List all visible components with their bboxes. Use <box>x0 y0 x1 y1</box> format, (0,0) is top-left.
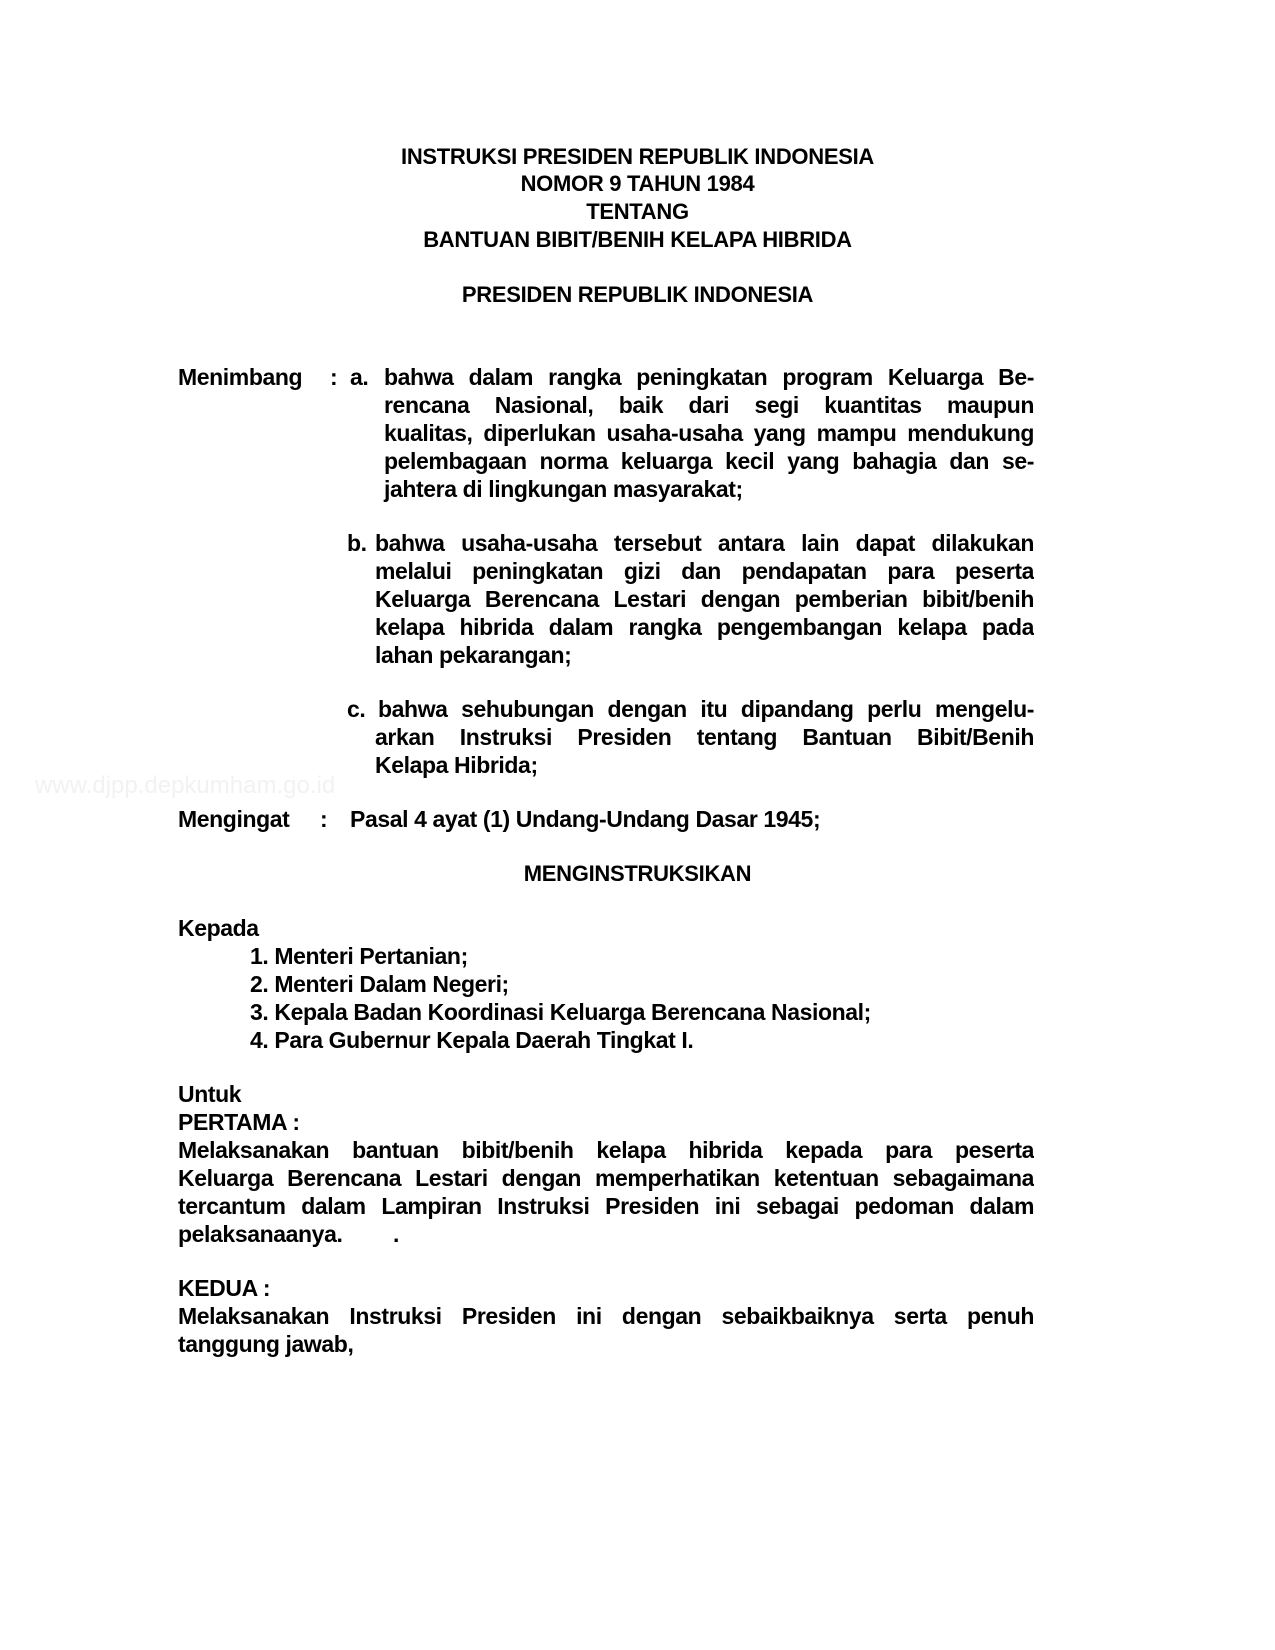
kedua-line: Melaksanakan Instruksi Presiden ini dengan sebaikbaiknya serta penuh <box>178 1303 1034 1329</box>
recipient-item: 1. Menteri Pertanian; <box>250 943 468 969</box>
header-number: NOMOR 9 TAHUN 1984 <box>520 171 755 196</box>
pertama-line: pelaksanaanya. <box>178 1221 343 1247</box>
menimbang-colon: : <box>330 364 338 390</box>
kedua-label: KEDUA : <box>178 1275 271 1301</box>
untuk-label: Untuk <box>178 1081 242 1107</box>
kedua-line: tanggung jawab, <box>178 1331 354 1357</box>
item-line: bahwa dalam rangka peningkatan program Keluarga Be- <box>384 364 1034 390</box>
header-tentang: TENTANG <box>586 199 689 224</box>
header-subject: BANTUAN BIBIT/BENIH KELAPA HIBRIDA <box>423 227 852 252</box>
instruction-heading: MENGINSTRUKSIKAN <box>523 861 752 886</box>
pertama-label: PERTAMA : <box>178 1109 300 1135</box>
kepada-label: Kepada <box>178 915 259 941</box>
mengingat-text: Pasal 4 ayat (1) Undang-Undang Dasar 1945; <box>350 806 821 832</box>
item-line: bahwa usaha-usaha tersebut antara lain dapat dilakukan <box>375 530 1034 556</box>
item-line: melalui peningkatan gizi dan pendapatan para peserta <box>375 558 1034 584</box>
menimbang-label: Menimbang <box>178 364 303 390</box>
item-line: Keluarga Berencana Lestari dengan pemberian bibit/benih <box>375 586 1034 612</box>
watermark: www.djpp.depkumham.go.id <box>35 772 336 799</box>
mengingat-label: Mengingat <box>178 806 290 832</box>
stray-period: . <box>393 1221 399 1247</box>
item-line: arkan Instruksi Presiden tentang Bantuan Bibit/Benih <box>375 724 1034 750</box>
item-marker: a. <box>350 364 369 390</box>
item-marker: c. <box>347 696 366 722</box>
pertama-line: Melaksanakan bantuan bibit/benih kelapa hibrida kepada para peserta <box>178 1137 1034 1163</box>
item-line: kelapa hibrida dalam rangka pengembangan kelapa pada <box>375 614 1034 640</box>
item-line: Kelapa Hibrida; <box>375 752 538 778</box>
item-marker: b. <box>347 530 367 556</box>
item-line: pelembagaan norma keluarga kecil yang bahagia dan se- <box>384 448 1034 474</box>
header-issuer: PRESIDEN REPUBLIK INDONESIA <box>461 282 814 307</box>
recipient-item: 2. Menteri Dalam Negeri; <box>250 971 509 997</box>
pertama-line: Keluarga Berencana Lestari dengan memperhatikan ketentuan sebagaimana <box>178 1165 1034 1191</box>
pertama-line: tercantum dalam Lampiran Instruksi Presiden ini sebagai pedoman dalam <box>178 1193 1034 1219</box>
item-line: bahwa sehubungan dengan itu dipandang perlu mengelu- <box>378 696 1034 722</box>
recipient-item: 4. Para Gubernur Kepala Daerah Tingkat I. <box>250 1027 694 1053</box>
item-line: rencana Nasional, baik dari segi kuantitas maupun <box>384 392 1034 418</box>
item-line: lahan pekarangan; <box>375 642 572 668</box>
item-line: jahtera di lingkungan masyarakat; <box>384 476 743 502</box>
header-title: INSTRUKSI PRESIDEN REPUBLIK INDONESIA <box>401 144 874 169</box>
recipient-item: 3. Kepala Badan Koordinasi Keluarga Berencana Nasional; <box>250 999 871 1025</box>
mengingat-colon: : <box>320 806 328 832</box>
item-line: kualitas, diperlukan usaha-usaha yang mampu mendukung <box>384 420 1034 446</box>
